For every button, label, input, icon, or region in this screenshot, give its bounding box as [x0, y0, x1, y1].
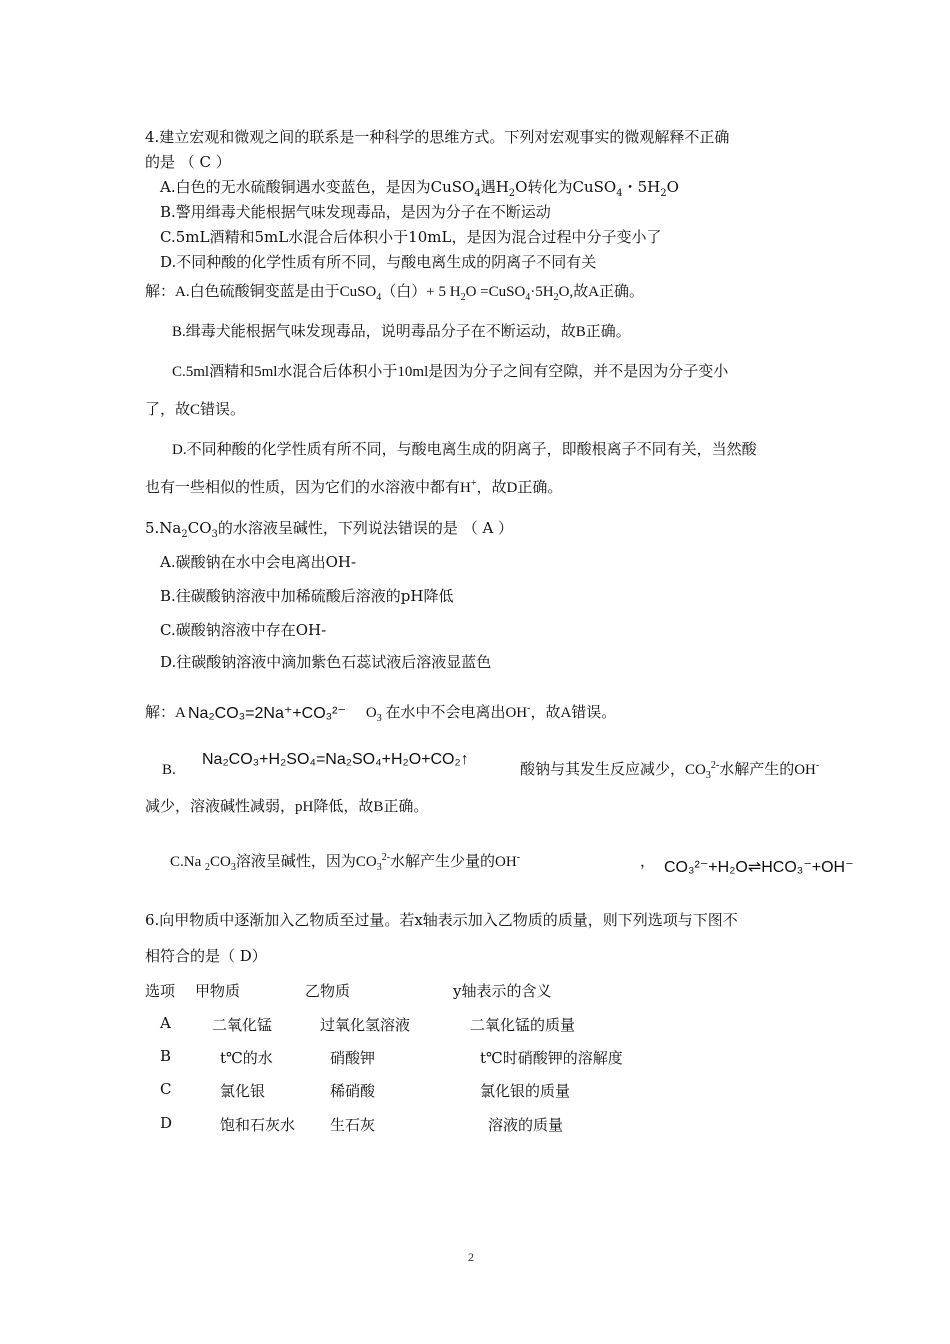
q6-row-d-yi: 生石灰: [330, 1116, 376, 1134]
q6-row-a-y: 二氧化锰的质量: [470, 1016, 576, 1034]
q6-row-a-option: A: [160, 1014, 171, 1032]
q6-row-a-yi: 过氧化氢溶液: [320, 1016, 411, 1034]
q6-row-b-jia: t℃的水: [220, 1049, 273, 1067]
q6-row-b-option: B: [160, 1047, 172, 1065]
q6-stem-line2: 相符合的是（ D）: [145, 947, 267, 965]
q6-table-header-yi: 乙物质: [305, 982, 351, 1000]
q4-stem-line2: 的是 （ C ）: [145, 153, 231, 171]
q5-solution-b-line2: 减少，溶液碱性减弱，pH降低，故B正确。: [145, 799, 429, 815]
q6-row-d-option: D: [160, 1114, 173, 1132]
q4-solution-d-line2: 也有一些相似的性质，因为它们的水溶液中都有H+，故D正确。: [145, 478, 563, 496]
q4-solution-c-line1: C.5ml酒精和5ml水混合后体积小于10ml是因为分子之间有空隙，并不是因为分子变小: [172, 364, 729, 380]
equation-hydrolysis: CO₃²⁻+H₂O⇌HCO₃⁻+OH⁻: [664, 859, 854, 876]
q4-solution-c-line2: 了，故C错误。: [145, 402, 246, 418]
equation-neutralization: Na₂CO₃+H₂SO₄=Na₂SO₄+H₂O+CO₂↑: [202, 751, 469, 768]
q6-row-c-y: 氯化银的质量: [480, 1082, 571, 1100]
q6-row-a-jia: 二氧化锰: [212, 1016, 273, 1034]
q6-row-d-jia: 饱和石灰水: [220, 1116, 296, 1134]
q5-solution-c-comma: ，: [640, 854, 656, 870]
q5-solution-b-label: B.: [162, 762, 176, 778]
q4-option-d: D.不同种酸的化学性质有所不同，与酸电离生成的阴离子不同有关: [160, 253, 597, 271]
q4-stem-line1: 4.建立宏观和微观之间的联系是一种科学的思维方式。下列对宏观事实的微观解释不正确: [145, 128, 730, 146]
q6-row-c-option: C: [160, 1080, 172, 1098]
page-number: 2: [468, 1250, 474, 1264]
q4-solution-a: 解：A.白色硫酸铜变蓝是由于CuSO$_4$（白）+ 5 $H_2O$ $=CuSO_4\cdot 5H_2O$,故A正确。: [145, 284, 645, 303]
q5-solution-c: C.Na $_2CO_3$溶液呈碱性，因为$CO_3^{2-}$水解产生少量的OH-: [170, 852, 521, 873]
q4-option-c: C.5mL酒精和5mL水混合后体积小于10mL，是因为混合过程中分子变小了: [160, 228, 662, 246]
q6-row-b-yi: 硝酸钾: [330, 1049, 376, 1067]
q6-table-header-option: 选项: [145, 982, 176, 1000]
q5-option-c: C.碳酸钠溶液中存在OH-: [160, 621, 327, 639]
q5-option-d: D.往碳酸钠溶液中滴加紫色石蕊试液后溶液显蓝色: [160, 653, 492, 671]
q4-solution-b: B.缉毒犬能根据气味发现毒品，说明毒品分子在不断运动，故B正确。: [172, 324, 631, 340]
q4-option-a: A.白色的无水硫酸铜遇水变蓝色，是因为CuSO$_4$遇$H_2O$转化为CuSO$_4$・$5H_2O$: [160, 178, 679, 199]
q5-option-a: A.碳酸钠在水中会电离出OH-: [160, 553, 357, 571]
q5-option-b: B.往碳酸钠溶液中加稀硫酸后溶液的pH降低: [160, 587, 454, 605]
q5-solution-b-line1: 酸钠与其发生反应减少，$CO_3^{2-}$水解产生的OH-: [520, 760, 820, 781]
q5-stem: $5.Na_2CO_3$的水溶液呈碱性，下列说法错误的是 （ A ）: [145, 519, 514, 540]
q6-row-b-y: t℃时硝酸钾的溶解度: [480, 1049, 623, 1067]
q6-row-c-yi: 稀硝酸: [330, 1082, 376, 1100]
equation-ionization: Na₂CO₃=2Na⁺+CO₃²⁻: [188, 705, 346, 722]
q6-row-c-jia: 氯化银: [220, 1082, 266, 1100]
q6-table-header-y: y轴表示的含义: [453, 982, 552, 1000]
q4-option-b: B.警用缉毒犬能根据气味发现毒品，是因为分子在不断运动: [160, 203, 551, 221]
q6-table-header-jia: 甲物质: [195, 982, 241, 1000]
q5-solution-a: 解：A $O_3$ 在水中不会电离出OH-，故A错误。: [145, 703, 617, 724]
q6-row-d-y: 溶液的质量: [488, 1116, 564, 1134]
q4-solution-d-line1: D.不同种酸的化学性质有所不同，与酸电离生成的阴离子，即酸根离子不同有关，当然酸: [172, 442, 757, 458]
q6-stem-line1: 6.向甲物质中逐渐加入乙物质至过量。若x轴表示加入乙物质的质量，则下列选项与下图不: [145, 911, 738, 929]
